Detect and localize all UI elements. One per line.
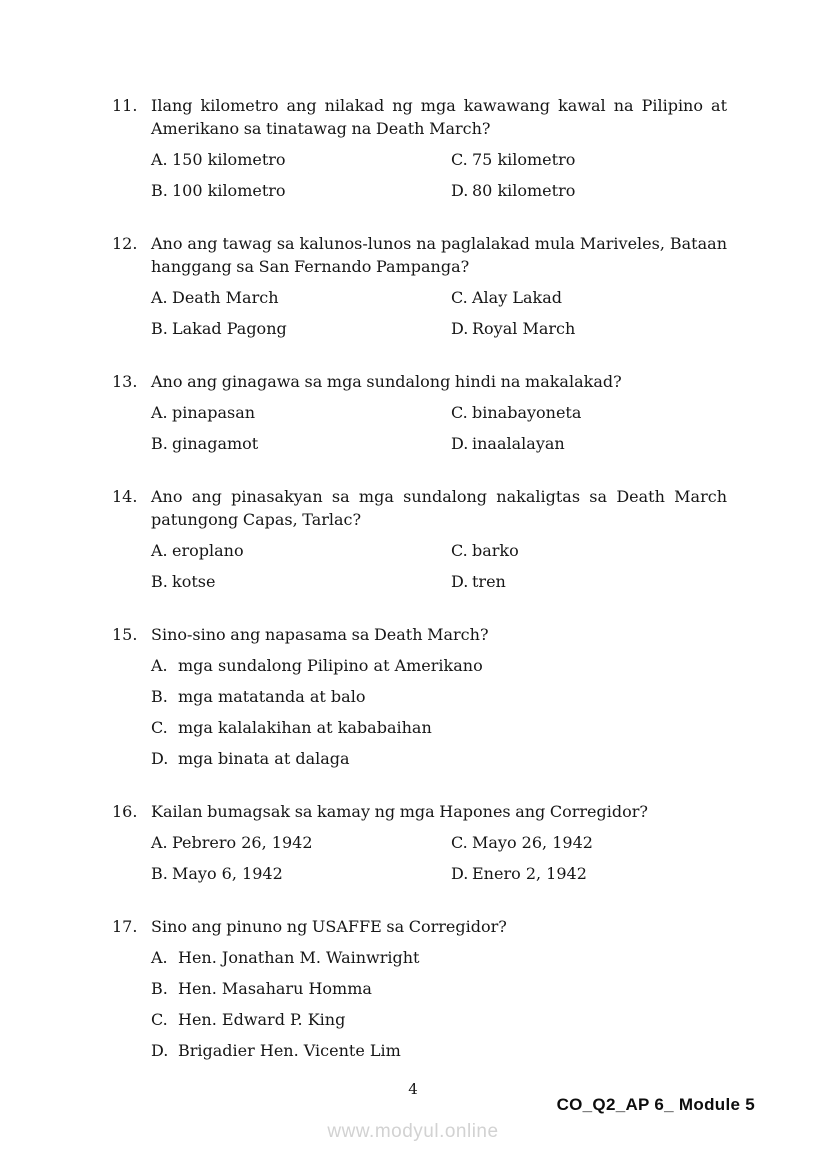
- option-row: [151, 858, 451, 889]
- option-text: tren: [472, 572, 506, 591]
- option-row: [151, 535, 451, 566]
- option-label: A.: [151, 833, 168, 852]
- option-text: binabayoneta: [472, 403, 582, 422]
- question-block: [112, 232, 727, 344]
- option-row: [151, 428, 451, 459]
- option-row: [451, 827, 727, 858]
- option-text: Brigadier Hen. Vicente Lim: [178, 1041, 401, 1060]
- option-label: B.: [151, 864, 168, 883]
- question-number: 16.: [112, 802, 138, 821]
- questions-area: [112, 94, 727, 1092]
- options-grid: [151, 144, 727, 206]
- question-number: 12.: [112, 234, 138, 253]
- question-text: Sino ang pinuno ng USAFFE sa Corregidor?: [151, 917, 507, 936]
- option-text: pinapasan: [172, 403, 256, 422]
- option-label: B.: [151, 572, 168, 591]
- option-label: D.: [151, 749, 169, 768]
- options-grid: [151, 535, 727, 597]
- option-text: mga kalalakihan at kababaihan: [178, 718, 432, 737]
- option-label: A.: [151, 948, 168, 967]
- option-text: inaalalayan: [472, 434, 565, 453]
- watermark: www.modyul.online: [327, 1121, 499, 1142]
- option-label: B.: [151, 979, 168, 998]
- option-text: Mayo 6, 1942: [172, 864, 283, 883]
- question-text: Ano ang tawag sa kalunos-lunos na paglalakad mula Mariveles, Bataan hanggang sa San Fernando Pampanga?: [151, 234, 727, 276]
- option-row: [151, 681, 727, 712]
- option-row: [451, 144, 727, 175]
- option-label: C.: [151, 718, 168, 737]
- question-block: [112, 623, 727, 774]
- option-label: C.: [451, 150, 468, 169]
- option-text: Lakad Pagong: [172, 319, 287, 338]
- option-label: A.: [151, 403, 168, 422]
- option-label: D.: [151, 1041, 169, 1060]
- option-row: [451, 175, 727, 206]
- option-row: [151, 650, 727, 681]
- option-label: A.: [151, 656, 168, 675]
- option-row: [151, 973, 727, 1004]
- option-text: eroplano: [172, 541, 244, 560]
- option-label: D.: [451, 572, 469, 591]
- option-text: Enero 2, 1942: [472, 864, 587, 883]
- question-text: Ilang kilometro ang nilakad ng mga kawawang kawal na Pilipino at Amerikano sa tinatawag na Death March?: [151, 96, 727, 138]
- option-label: C.: [451, 833, 468, 852]
- option-text: Royal March: [472, 319, 576, 338]
- question-block: [112, 370, 727, 459]
- option-label: B.: [151, 434, 168, 453]
- option-row: [151, 1004, 727, 1035]
- option-text: Hen. Masaharu Homma: [178, 979, 372, 998]
- option-label: C.: [451, 288, 468, 307]
- option-row: [451, 313, 727, 344]
- option-label: D.: [451, 319, 469, 338]
- option-label: A.: [151, 541, 168, 560]
- option-text: 150 kilometro: [172, 150, 286, 169]
- option-row: [451, 428, 727, 459]
- option-label: C.: [451, 403, 468, 422]
- option-text: barko: [472, 541, 519, 560]
- option-row: [151, 1035, 727, 1066]
- option-label: C.: [451, 541, 468, 560]
- option-label: C.: [151, 1010, 168, 1029]
- question-text: Sino-sino ang napasama sa Death March?: [151, 625, 489, 644]
- page-number: 4: [408, 1080, 418, 1098]
- option-text: Death March: [172, 288, 279, 307]
- option-text: 80 kilometro: [472, 181, 576, 200]
- question-text: Ano ang pinasakyan sa mga sundalong nakaligtas sa Death March patungong Capas, Tarlac?: [151, 487, 727, 529]
- option-text: Alay Lakad: [472, 288, 562, 307]
- option-row: [451, 535, 727, 566]
- option-label: B.: [151, 319, 168, 338]
- question-block: [112, 800, 727, 889]
- option-row: [151, 743, 727, 774]
- option-label: B.: [151, 687, 168, 706]
- options-list: [151, 942, 727, 1066]
- options-list: [151, 650, 727, 774]
- option-row: [451, 566, 727, 597]
- option-row: [151, 144, 451, 175]
- option-row: [151, 827, 451, 858]
- option-row: [151, 712, 727, 743]
- question-text: Ano ang ginagawa sa mga sundalong hindi na makalakad?: [151, 372, 622, 391]
- option-label: A.: [151, 150, 168, 169]
- options-grid: [151, 397, 727, 459]
- option-text: Hen. Edward P. King: [178, 1010, 346, 1029]
- option-label: D.: [451, 434, 469, 453]
- option-label: A.: [151, 288, 168, 307]
- option-row: [451, 397, 727, 428]
- question-text: Kailan bumagsak sa kamay ng mga Hapones ang Corregidor?: [151, 802, 648, 821]
- option-text: ginagamot: [172, 434, 259, 453]
- option-label: D.: [451, 181, 469, 200]
- question-number: 15.: [112, 625, 138, 644]
- options-grid: [151, 282, 727, 344]
- option-text: Hen. Jonathan M. Wainwright: [178, 948, 420, 967]
- option-text: mga binata at dalaga: [178, 749, 350, 768]
- question-block: [112, 485, 727, 597]
- option-row: [151, 282, 451, 313]
- question-number: 17.: [112, 917, 138, 936]
- option-text: mga sundalong Pilipino at Amerikano: [178, 656, 483, 675]
- option-row: [151, 313, 451, 344]
- question-number: 13.: [112, 372, 138, 391]
- option-text: Pebrero 26, 1942: [172, 833, 313, 852]
- question-block: [112, 94, 727, 206]
- option-text: kotse: [172, 572, 216, 591]
- option-row: [451, 282, 727, 313]
- question-number: 14.: [112, 487, 138, 506]
- option-label: B.: [151, 181, 168, 200]
- options-grid: [151, 827, 727, 889]
- module-footer-label: CO_Q2_AP 6_ Module 5: [556, 1095, 755, 1114]
- option-row: [151, 566, 451, 597]
- question-block: [112, 915, 727, 1066]
- option-row: [451, 858, 727, 889]
- option-label: D.: [451, 864, 469, 883]
- option-text: 100 kilometro: [172, 181, 286, 200]
- option-row: [151, 175, 451, 206]
- option-row: [151, 942, 727, 973]
- question-number: 11.: [112, 96, 138, 115]
- option-text: mga matatanda at balo: [178, 687, 366, 706]
- option-row: [151, 397, 451, 428]
- option-text: 75 kilometro: [472, 150, 576, 169]
- option-text: Mayo 26, 1942: [472, 833, 593, 852]
